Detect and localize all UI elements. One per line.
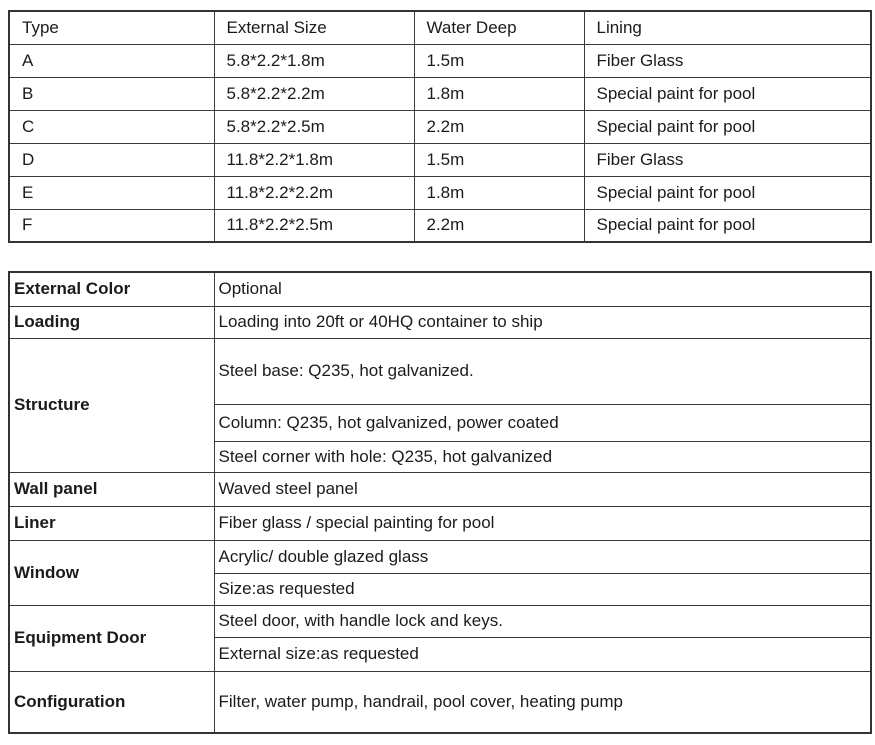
detail-table-row [9, 506, 871, 540]
spec-cell: 11.8*2.2*2.5m [214, 209, 414, 242]
pool-detail-table [8, 271, 872, 734]
spec-cell: 5.8*2.2*1.8m [214, 44, 414, 77]
detail-value-cell: Waved steel panel [214, 472, 871, 506]
detail-label-liner: Liner [9, 506, 214, 540]
spec-cell: 5.8*2.2*2.5m [214, 110, 414, 143]
detail-value-cell: Loading into 20ft or 40HQ container to ship [214, 306, 871, 338]
spec-cell: 5.8*2.2*2.2m [214, 77, 414, 110]
detail-label-external-color: External Color [9, 272, 214, 306]
spec-cell: E [9, 176, 214, 209]
spec-cell: Special paint for pool [584, 176, 871, 209]
spec-cell: 1.8m [414, 176, 584, 209]
detail-value-cell: Steel base: Q235, hot galvanized. [214, 338, 871, 404]
spec-table-row [9, 176, 871, 209]
spec-cell: A [9, 44, 214, 77]
spec-cell: Special paint for pool [584, 209, 871, 242]
spec-cell: Special paint for pool [584, 77, 871, 110]
spec-cell: C [9, 110, 214, 143]
detail-label-window: Window [9, 540, 214, 605]
detail-value-cell: Acrylic/ double glazed glass [214, 540, 871, 573]
pool-spec-table-body [9, 11, 871, 242]
spec-cell: Special paint for pool [584, 110, 871, 143]
spec-cell: D [9, 143, 214, 176]
detail-table-row [9, 272, 871, 306]
spec-cell: 11.8*2.2*1.8m [214, 143, 414, 176]
detail-value-cell: External size:as requested [214, 637, 871, 671]
detail-label-structure: Structure [9, 338, 214, 472]
detail-table-row [9, 605, 871, 637]
detail-value-cell: Optional [214, 272, 871, 306]
detail-value-cell: Steel corner with hole: Q235, hot galvanized [214, 441, 871, 472]
spec-cell: 1.8m [414, 77, 584, 110]
spec-header-row [9, 11, 871, 44]
spec-cell: F [9, 209, 214, 242]
detail-table-row [9, 306, 871, 338]
spec-table-row [9, 44, 871, 77]
spec-header-lining: Lining [584, 11, 871, 44]
detail-value-cell: Column: Q235, hot galvanized, power coated [214, 404, 871, 441]
spec-table-row [9, 209, 871, 242]
spec-cell: 1.5m [414, 44, 584, 77]
detail-table-row [9, 472, 871, 506]
spec-cell: 11.8*2.2*2.2m [214, 176, 414, 209]
detail-value-cell: Filter, water pump, handrail, pool cover, heating pump [214, 671, 871, 733]
spec-cell: 2.2m [414, 209, 584, 242]
detail-value-cell: Steel door, with handle lock and keys. [214, 605, 871, 637]
spec-table-row [9, 110, 871, 143]
spec-cell: 1.5m [414, 143, 584, 176]
detail-label-configuration: Configuration [9, 671, 214, 733]
spec-header-water-deep: Water Deep [414, 11, 584, 44]
detail-label-equipment-door: Equipment Door [9, 605, 214, 671]
detail-label-wall-panel: Wall panel [9, 472, 214, 506]
detail-table-row [9, 338, 871, 404]
detail-label-loading: Loading [9, 306, 214, 338]
detail-table-row [9, 671, 871, 733]
spec-header-external-size: External Size [214, 11, 414, 44]
spec-cell: 2.2m [414, 110, 584, 143]
detail-table-row [9, 540, 871, 573]
pool-spec-table [8, 10, 872, 243]
spec-cell: B [9, 77, 214, 110]
spec-cell: Fiber Glass [584, 44, 871, 77]
spec-header-type: Type [9, 11, 214, 44]
detail-value-cell: Size:as requested [214, 573, 871, 605]
pool-detail-table-body [9, 272, 871, 733]
spec-table-row [9, 143, 871, 176]
spec-cell: Fiber Glass [584, 143, 871, 176]
spec-table-row [9, 77, 871, 110]
detail-value-cell: Fiber glass / special painting for pool [214, 506, 871, 540]
